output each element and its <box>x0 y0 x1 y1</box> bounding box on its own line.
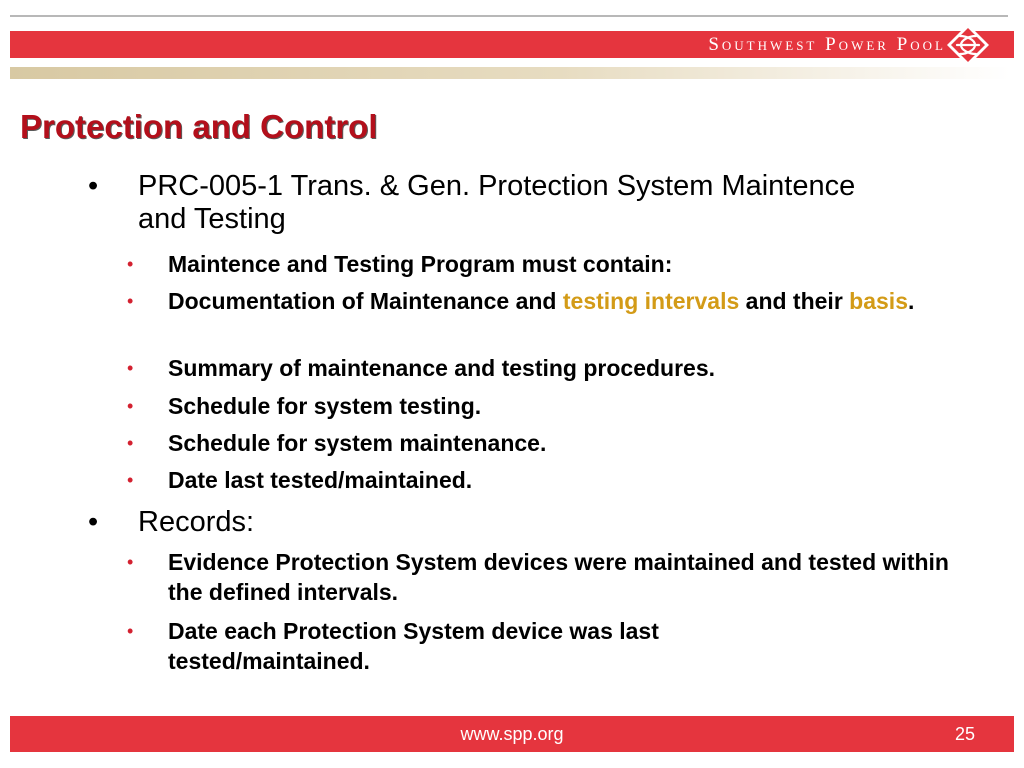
sub-bullet-text: Schedule for system maintenance. <box>168 430 547 456</box>
bullet-dot: • <box>88 506 99 538</box>
spp-logo-icon <box>945 22 991 68</box>
text-segment: . <box>908 288 915 314</box>
sub-bullet-text: Date each Protection System device was last tested/maintained. <box>168 618 659 674</box>
sub-bullet-dot: • <box>127 396 134 416</box>
sub-bullet-text: Summary of maintenance and testing procedures. <box>168 355 716 381</box>
sub-bullet-dot: • <box>127 470 134 490</box>
sub-bullet-text: Maintence and Testing Program must contain: <box>168 251 673 277</box>
sub-bullet-dot: • <box>127 621 134 641</box>
page-number: 25 <box>955 724 976 744</box>
footer-url[interactable]: www.spp.org <box>460 724 564 744</box>
bullet-text: PRC-005-1 Trans. & Gen. Protection System Maintence and Testing <box>138 170 856 235</box>
highlight-basis: basis <box>849 288 908 314</box>
sub-bullet-dot: • <box>127 552 134 572</box>
company-name: Southwest Power Pool <box>708 34 946 55</box>
sub-bullet-dot: • <box>127 254 134 274</box>
sub-bullet-text: Date last tested/maintained. <box>168 467 473 493</box>
slide-title: Protection and Control <box>20 108 378 145</box>
sub-bullet-text: Evidence Protection System devices were maintained and tested within the defined intervals. <box>168 549 949 605</box>
sub-bullet-text <box>168 286 958 316</box>
highlight-testing-intervals: testing intervals <box>562 288 740 314</box>
text-segment: Documentation of Maintenance and <box>168 288 563 314</box>
bullet-dot: • <box>88 170 99 202</box>
bullet-text: Records: <box>138 506 255 538</box>
text-segment: and their <box>739 288 850 314</box>
top-rule <box>10 15 1008 17</box>
sub-bullet-dot: • <box>127 433 134 453</box>
gold-band <box>10 67 1010 79</box>
sub-bullet-dot: • <box>127 358 134 378</box>
sub-bullet-text: Schedule for system testing. <box>168 393 482 419</box>
sub-bullet-dot: • <box>127 291 134 311</box>
